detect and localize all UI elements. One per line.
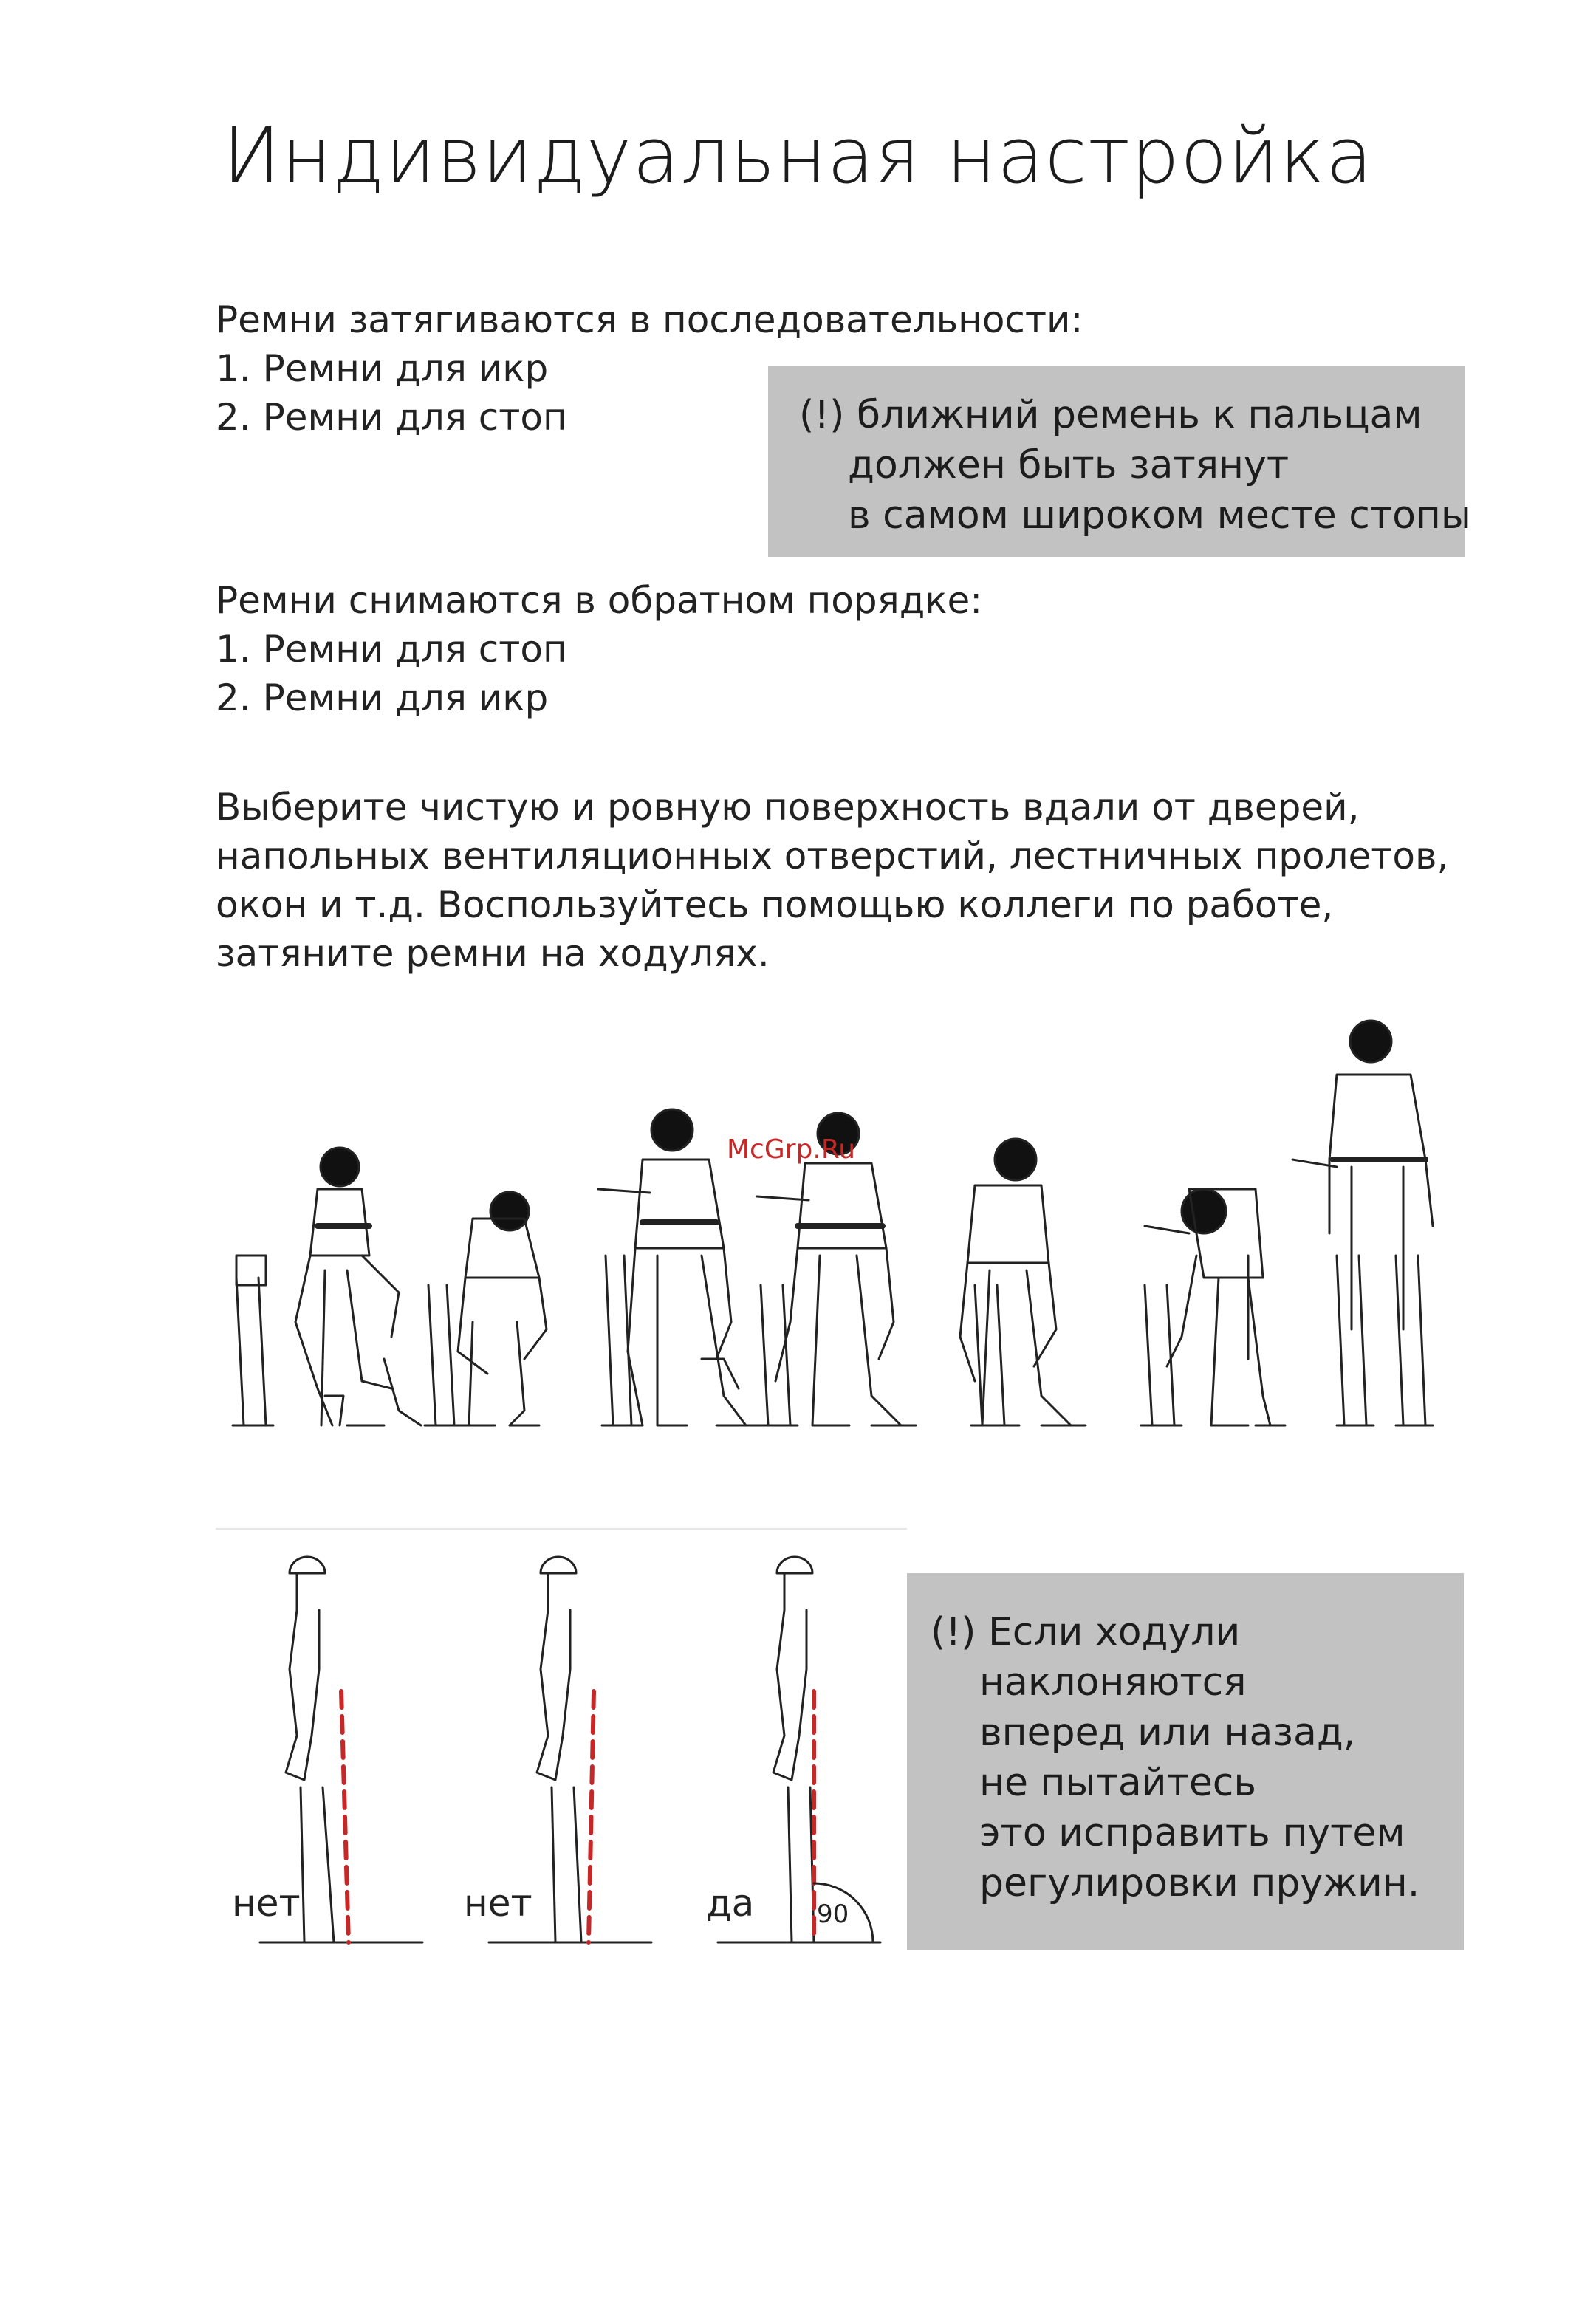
watermark: McGrp.Ru [727,1134,856,1165]
note-line: Если ходули [987,1610,1241,1654]
angle-label: 90 [817,1900,849,1929]
figure-5 [960,1139,1086,1425]
note-box-straps [768,366,1471,557]
posture-label-2: нет [464,1882,532,1925]
note-line: наклоняются [979,1660,1247,1705]
divider [216,1528,907,1530]
note-prefix: (!) [931,1610,976,1654]
note-line: ближний ремень к пальцам [856,393,1422,437]
remove-heading: Ремни снимаются в обратном порядке: [216,579,983,622]
surface-paragraph [216,783,1448,978]
note-line: не пытайтесь [979,1761,1257,1805]
tighten-item-2: 2. Ремни для стоп [216,396,567,439]
remove-section [216,576,982,722]
note-prefix: (!) [799,393,845,437]
note-line: вперед или назад, [979,1710,1356,1755]
figure-1 [233,1148,421,1425]
posture-label-1: нет [232,1882,301,1925]
page-title: Индивидуальная настройка [222,111,1374,201]
tighten-heading: Ремни затягиваются в последовательности: [216,298,1083,341]
figure-2 [425,1192,547,1425]
remove-item-2: 2. Ремни для икр [216,677,549,719]
remove-item-1: 1. Ремни для стоп [216,628,567,671]
fitting-sequence-illustration [214,1012,1440,1455]
surface-line: напольных вентиляционных отверстий, лестничных пролетов, [216,835,1449,877]
surface-line: затяните ремни на ходулях. [216,932,770,975]
note-line: это исправить путем [979,1811,1405,1855]
note-line: должен быть затянут [848,443,1290,487]
figure-6 [1141,1189,1285,1425]
tighten-item-1: 1. Ремни для икр [216,347,549,390]
note-line: в самом широком месте стопы [848,493,1471,538]
note-line: регулировки пружин. [979,1861,1420,1905]
posture-label-3: да [706,1882,755,1925]
posture-illustration [216,1544,910,1957]
figure-7 [1292,1021,1433,1425]
surface-line: Выберите чистую и ровную поверхность вдали от дверей, [216,786,1360,829]
surface-line: окон и т.д. Воспользуйтесь помощью коллеги по работе, [216,883,1334,926]
note-box-stilts [907,1573,1464,1950]
